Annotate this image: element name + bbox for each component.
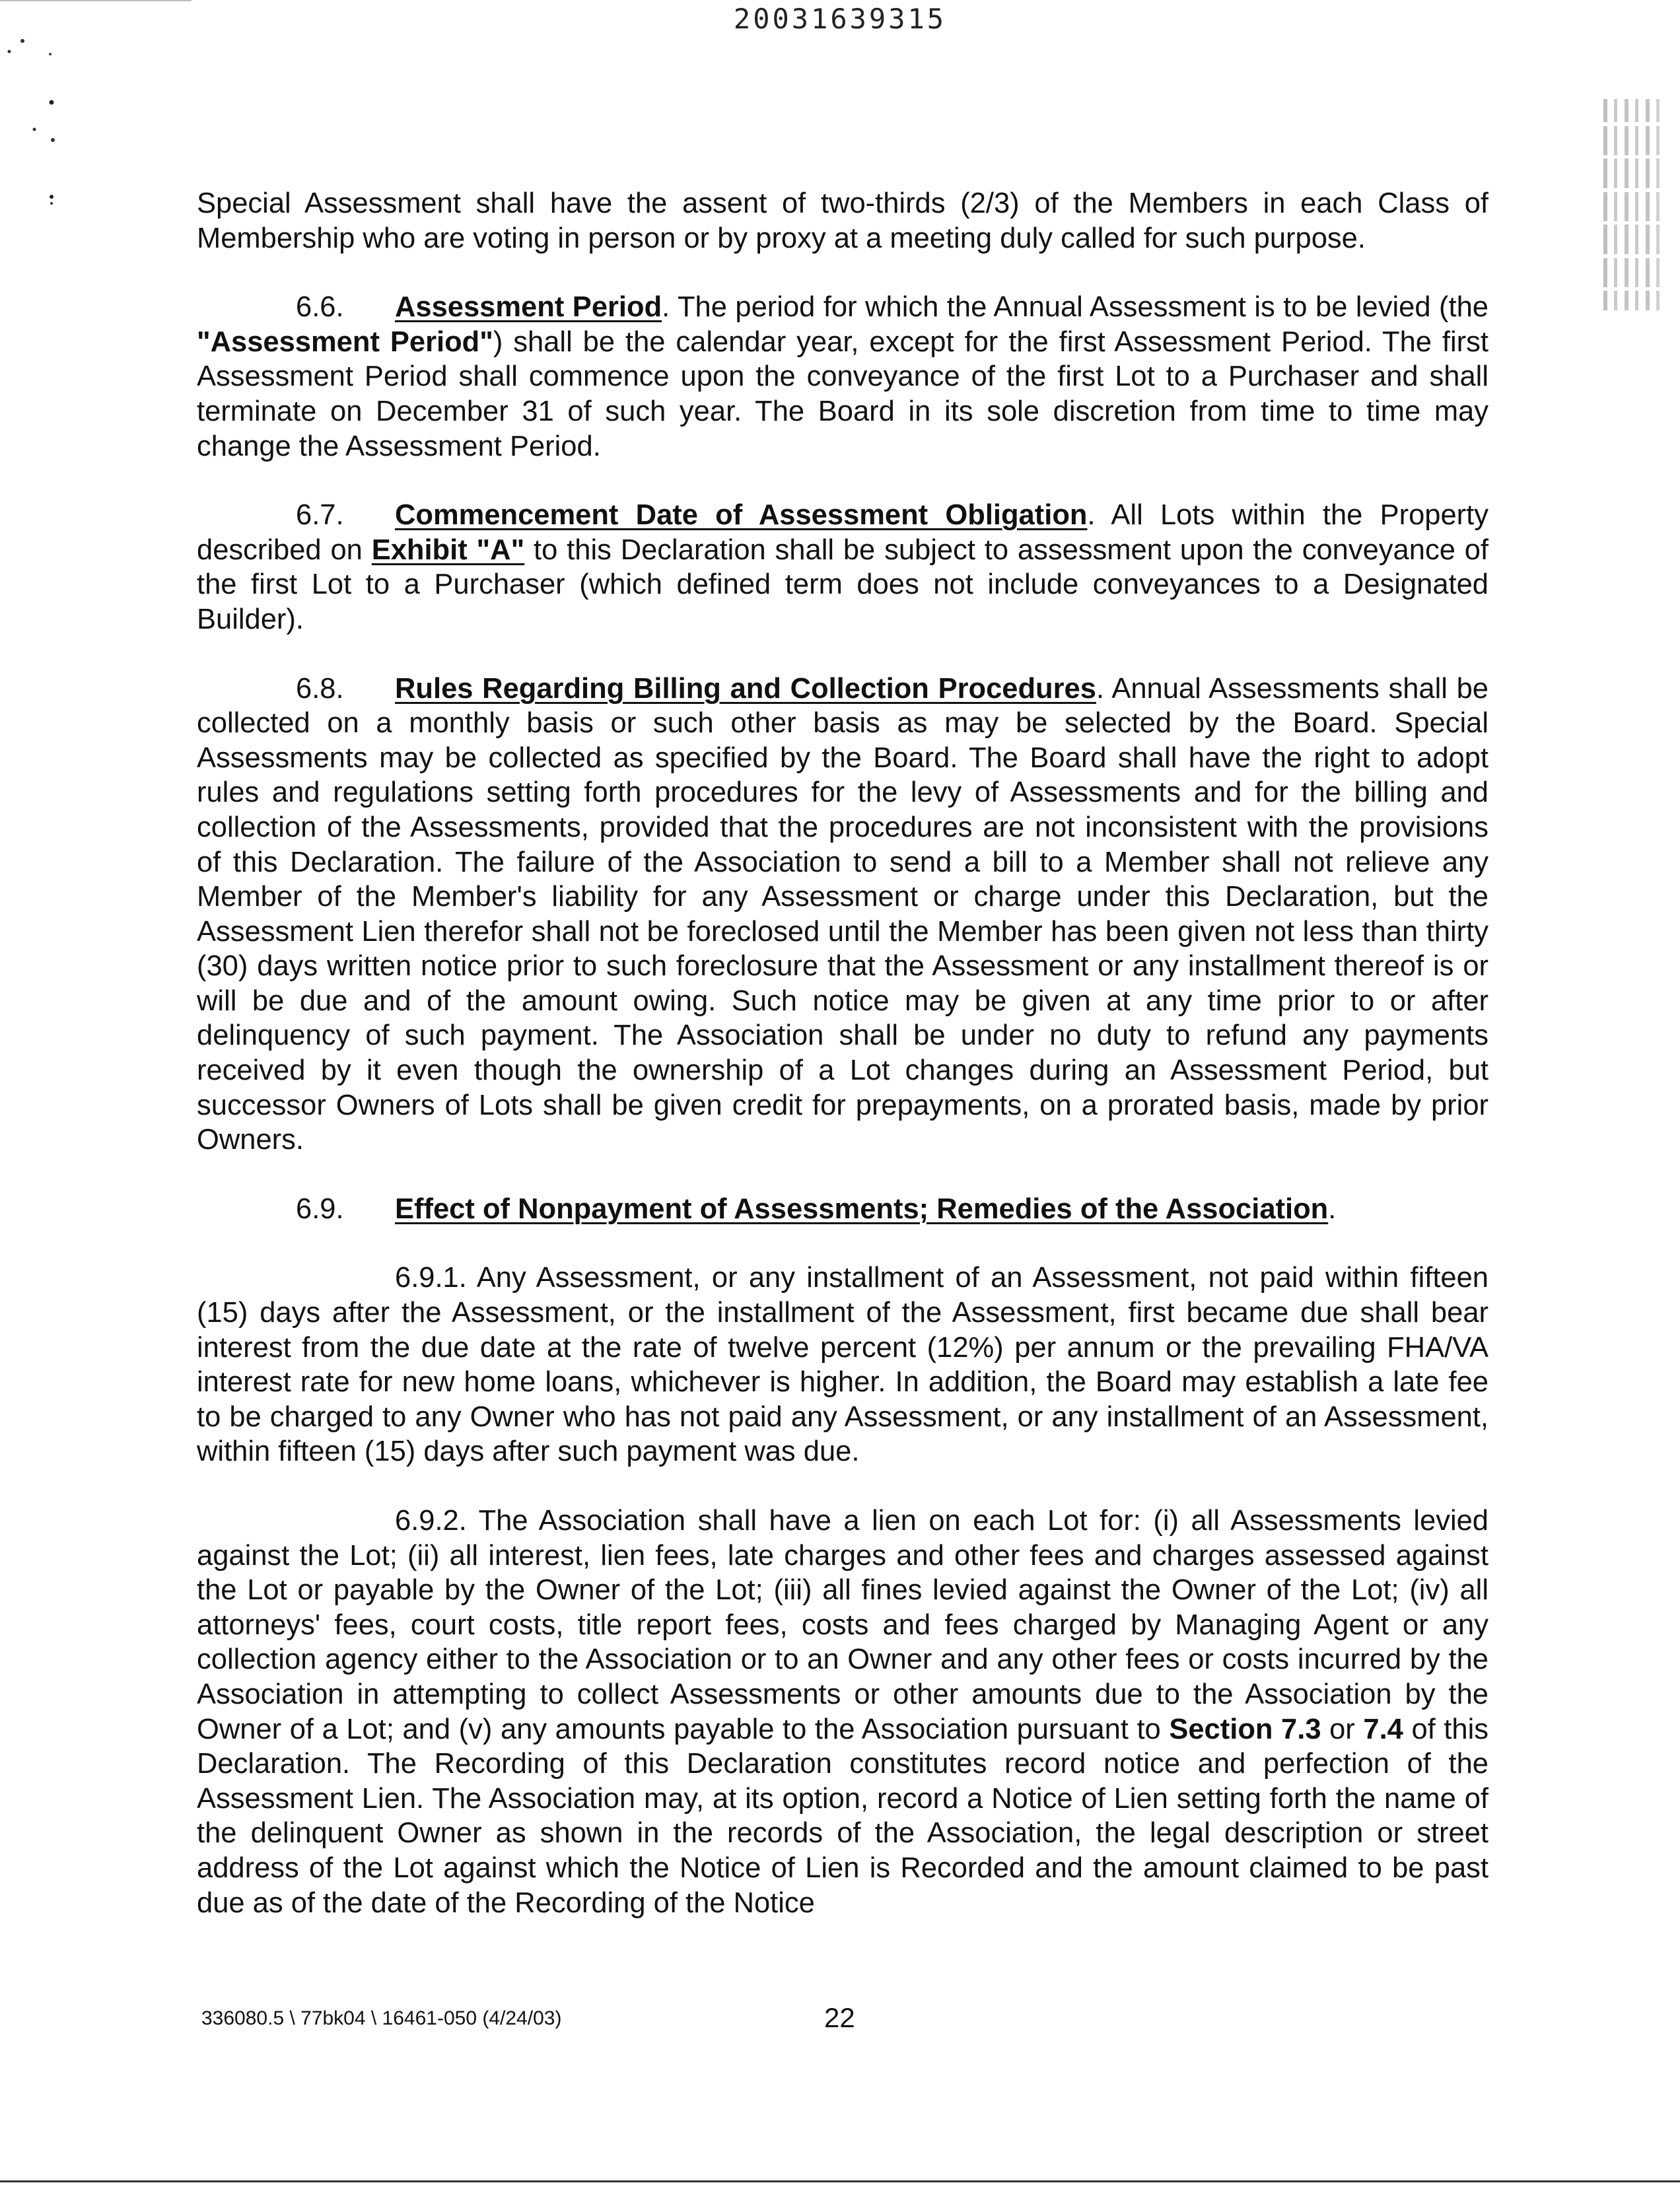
section-6-9: 6.9. Effect of Nonpayment of Assessments; Remedies of the Association. [197, 1192, 1488, 1227]
section-heading: Effect of Nonpayment of Assessments; Remedies of the Association [395, 1193, 1329, 1225]
document-body [197, 186, 1488, 1920]
section-6-8: 6.8. Rules Regarding Billing and Collection Procedures. Annual Assessments shall be collected on a monthly basis or such other basis as may be selected by the Board. Special Assessments may be collected as specified by the Board. The Board shall have the right to adopt rules and regulations setting forth procedures for the levy of Assessments and for the billing and collection of the Assessments, provided that the procedures are not inconsistent with the provisions of this Declaration. The failure of the Association to send a bill to a Member shall not relieve any Member of the Member's liability for any Assessment or charge under this Declaration, but the Assessment Lien therefor shall not be foreclosed until the Member has been given not less than thirty (30) days written notice prior to such foreclosure that the Assessment or any installment thereof is or will be due and of the amount owing. Such notice may be given at any time prior to or after delinquency of such payment. The Association shall be under no duty to refund any payments received by it even though the ownership of a Lot changes during an Assessment Period, but successor Owners of Lots shall be given credit for prepayments, on a prorated basis, made by prior Owners. [197, 672, 1488, 1156]
section-6-7: 6.7. Commencement Date of Assessment Obligation. All Lots within the Property described on Exhibit "A" to this Declaration shall be subject to assessment upon the conveyance of the first Lot to a Purchaser (which defined term does not include conveyances to a Designated Builder). [197, 499, 1489, 635]
section-6-9-2: 6.9.2. The Association shall have a lien on each Lot for: (i) all Assessments levied against the Lot; (ii) all interest, lien fees, late charges and other fees and charges assessed against the Lot or payable by the Owner of the Lot; (iii) all fines levied against the Owner of the Lot; (iv) all attorneys' fees, court costs, title report fees, costs and fees charged by Managing Agent or any collection agency either to the Association or to an Owner and any other fees or costs incurred by the Association in attempting to collect Assessments or other amounts due to the Association by the Owner of a Lot; and (v) any amounts payable to the Association pursuant to Section 7.3 or 7.4 of this Declaration. The Recording of this Declaration constitutes record notice and perfection of the Assessment Lien. The Association may, at its option, record a Notice of Lien setting forth the name of the delinquent Owner as shown in the records of the Association, the legal description or street address of the Lot against which the Notice of Lien is Recorded and the amount claimed to be past due as of the date of the Recording of the Notice [197, 1505, 1488, 1919]
footer-document-id: 336080.5 \ 77bk04 \ 16461-050 (4/24/03) [201, 2007, 562, 2029]
section-number: 6.9. [296, 1193, 344, 1225]
bottom-scan-rule [0, 2180, 1680, 2182]
intro-paragraph: Special Assessment shall have the assent of two-thirds (2/3) of the Members in each Class of Membership who are voting in person or by proxy at a meeting duly called for such purpose. [197, 188, 1488, 254]
exhibit-reference: Exhibit "A" [371, 534, 525, 566]
defined-term: "Assessment Period" [197, 326, 493, 358]
page-number: 22 [824, 2002, 855, 2033]
recording-number: 20031639315 [733, 3, 947, 35]
section-heading: Commencement Date of Assessment Obligation [395, 499, 1088, 532]
section-number: 6.8. [296, 672, 344, 705]
section-reference: 7.4 [1363, 1713, 1403, 1745]
section-heading: Rules Regarding Billing and Collection Procedures [395, 672, 1096, 705]
side-stamp-mark [1592, 96, 1677, 314]
section-number: 6.7. [296, 499, 344, 532]
section-number: 6.9.1. [395, 1262, 467, 1294]
section-heading: Assessment Period [395, 291, 662, 324]
section-6-9-1: 6.9.1. Any Assessment, or any installment of an Assessment, not paid within fifteen (15) days after the Assessment, or the installment of the Assessment, first became due shall bear interest from the due date at the rate of twelve percent (12%) per annum or the prevailing FHA/VA interest rate for new home loans, whichever is higher. In addition, the Board may establish a late fee to be charged to any Owner who has not paid any Assessment, or any installment of an Assessment, within fifteen (15) days after such payment was due. [197, 1262, 1488, 1468]
scan-artifact-specks [0, 0, 79, 238]
section-number: 6.9.2. [395, 1505, 467, 1537]
section-number: 6.6. [296, 291, 344, 324]
section-reference: Section 7.3 [1169, 1713, 1321, 1745]
section-6-6: 6.6. Assessment Period. The period for which the Annual Assessment is to be levied (the "Assessment Period") shall be the calendar year, except for the first Assessment Period. The first Assessment Period shall commence upon the conveyance of the first Lot to a Purchaser and shall terminate on December 31 of such year. The Board in its sole discretion from time to time may change the Assessment Period. [197, 291, 1488, 462]
